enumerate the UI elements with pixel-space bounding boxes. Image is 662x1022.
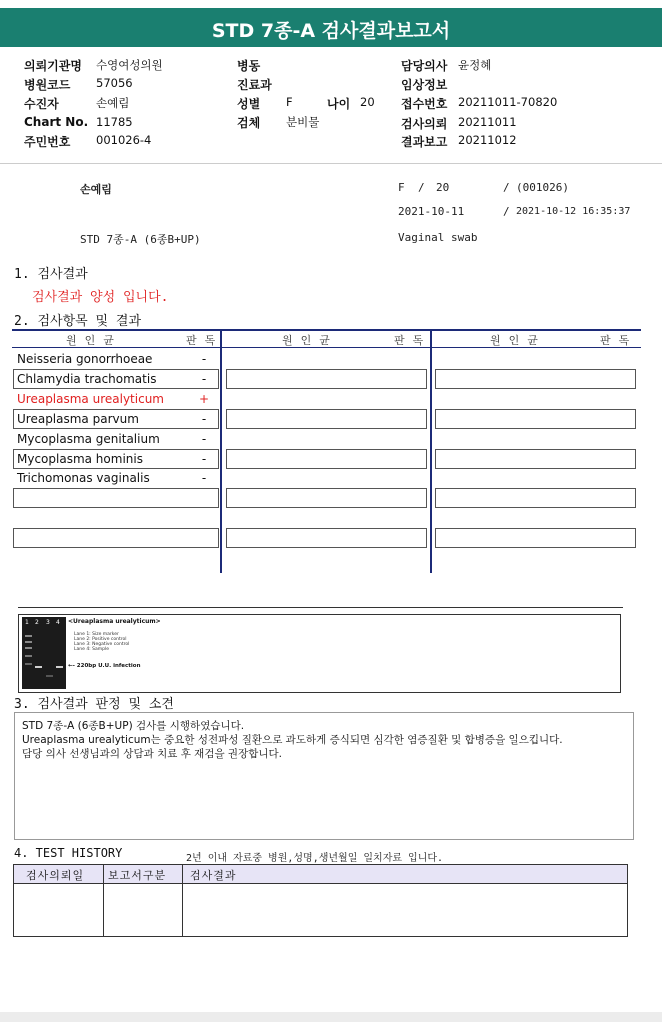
info-label: 검체 — [237, 116, 261, 130]
info-label: 수진자 — [24, 97, 59, 111]
history-header-date: 검사의뢰일 — [26, 869, 85, 882]
result-message: 검사결과 양성 입니다. — [32, 290, 169, 305]
negative-band — [46, 675, 53, 677]
info-label: 진료과 — [237, 78, 272, 92]
patient-sex: F — [398, 181, 405, 194]
section-3-title: 3. 검사결과 판정 및 소견 — [14, 697, 174, 712]
gel-arrow-label: ←- 220bp U.U. infection — [68, 663, 141, 669]
info-value: 손예림 — [96, 96, 130, 110]
separator: / — [503, 205, 510, 218]
info-label: 접수번호 — [401, 97, 448, 111]
info-value: 11785 — [96, 115, 133, 129]
history-col-divider — [103, 864, 104, 937]
gel-image — [22, 617, 66, 689]
marker-band — [25, 647, 32, 649]
marker-band — [25, 635, 32, 637]
info-value: 001026-4 — [96, 133, 152, 147]
patient-name: 손예림 — [80, 183, 112, 196]
patient-id: (001026) — [516, 181, 569, 194]
row-box — [435, 409, 636, 429]
info-label: Chart No. — [24, 115, 89, 129]
gel-image-frame — [18, 614, 621, 693]
row-box — [226, 528, 427, 548]
comment-line: 담당 의사 선생님과의 상담과 치료 후 재검을 권장합니다. — [22, 748, 282, 760]
info-label: 성별 — [237, 97, 261, 111]
organism-name: Neisseria gonorrhoeae — [17, 352, 153, 366]
info-label: 담당의사 — [401, 59, 448, 73]
gel-legend: Lane 1: Size marker — [74, 632, 119, 637]
history-col-divider — [182, 864, 183, 937]
info-label: 검사의뢰 — [401, 117, 448, 131]
separator: / — [503, 181, 510, 194]
row-box — [13, 488, 219, 508]
organism-name: Ureaplasma parvum — [17, 412, 139, 426]
row-box — [435, 369, 636, 389]
organism-result: - — [201, 412, 207, 426]
patient-age: 20 — [436, 181, 450, 194]
gel-legend: Lane 2: Positive control — [74, 637, 127, 642]
column-header-organism: 원인균 — [66, 334, 122, 347]
organism-name: Trichomonas vaginalis — [17, 471, 150, 485]
info-value: 수영여성의원 — [96, 58, 163, 72]
lane-label: 3 — [46, 619, 50, 626]
info-value: 20211011-70820 — [458, 95, 558, 109]
test-name: STD 7종-A (6종B+UP) — [80, 233, 201, 246]
divider — [0, 163, 662, 164]
gel-legend: Lane 3: Negative control — [74, 642, 130, 647]
positive-band — [35, 666, 42, 668]
column-divider — [430, 329, 432, 573]
info-label: 의뢰기관명 — [24, 59, 82, 73]
history-note: 2년 이내 자료중 병원,성명,생년월일 일치자료 입니다. — [186, 853, 444, 864]
organism-result: - — [201, 352, 207, 366]
marker-band — [25, 655, 32, 657]
organism-result: - — [201, 372, 207, 386]
request-date: 2021-10-11 — [398, 205, 465, 218]
organism-result-positive: + — [199, 392, 210, 406]
specimen-type: Vaginal swab — [398, 231, 478, 244]
organism-name: Mycoplasma genitalium — [17, 432, 160, 446]
column-header-judge: 판독 — [600, 334, 638, 347]
organism-result: - — [201, 452, 207, 466]
row-box — [226, 409, 427, 429]
gel-top-line — [18, 607, 623, 608]
marker-band — [25, 663, 32, 665]
lane-label: 4 — [56, 619, 60, 626]
column-header-organism: 원인균 — [490, 334, 546, 347]
marker-band — [25, 641, 32, 643]
section-2-title: 2. 검사항목 및 결과 — [14, 314, 142, 329]
organism-name: Chlamydia trachomatis — [17, 372, 157, 386]
lane-label: 1 — [25, 619, 29, 626]
column-header-judge: 판독 — [394, 334, 432, 347]
row-box — [435, 528, 636, 548]
info-label: 병원코드 — [24, 78, 71, 92]
report-title: STD 7종-A 검사결과보고서 — [211, 20, 451, 42]
info-label: 나이 — [327, 97, 351, 111]
comment-line: Ureaplasma urealyticum는 중요한 성전파성 질환으로 과도하게 증식되면 심각한 염증질환 및 합병증을 일으킵니다. — [22, 734, 563, 746]
row-box — [435, 449, 636, 469]
column-header-organism: 원인균 — [282, 334, 338, 347]
info-label: 주민번호 — [24, 135, 71, 149]
info-value: F — [286, 95, 293, 109]
history-header-type: 보고서구분 — [108, 869, 167, 882]
row-box — [435, 488, 636, 508]
section-4-title: 4. TEST HISTORY — [14, 846, 123, 860]
report-header — [0, 8, 662, 47]
organism-name: Mycoplasma hominis — [17, 452, 143, 466]
info-value: 20211011 — [458, 115, 517, 129]
organism-result: - — [201, 432, 207, 446]
info-value: 20 — [360, 95, 375, 109]
row-box — [226, 449, 427, 469]
info-value: 57056 — [96, 76, 133, 90]
gel-legend: Lane 4: Sample — [74, 647, 109, 652]
bottom-bar — [0, 1012, 662, 1022]
info-value: 윤정혜 — [458, 58, 492, 72]
organism-result: - — [201, 471, 207, 485]
table-top-line — [12, 329, 641, 331]
row-box — [226, 488, 427, 508]
comment-box — [14, 712, 634, 840]
row-box — [226, 369, 427, 389]
history-table-frame — [13, 864, 628, 937]
gel-title: <Ureaplasma urealyticum> — [68, 618, 161, 625]
row-box — [13, 528, 219, 548]
info-label: 병동 — [237, 59, 261, 73]
report-datetime: 2021-10-12 16:35:37 — [516, 206, 631, 217]
column-divider — [220, 329, 222, 573]
separator: / — [418, 181, 425, 194]
comment-line: STD 7종-A (6종B+UP) 검사를 시행하였습니다. — [22, 720, 245, 732]
info-value: 분비물 — [286, 115, 320, 129]
section-1-title: 1. 검사결과 — [14, 267, 88, 282]
organism-name-positive: Ureaplasma urealyticum — [17, 392, 164, 406]
info-value: 20211012 — [458, 133, 517, 147]
info-label: 임상정보 — [401, 78, 448, 92]
info-label: 결과보고 — [401, 135, 448, 149]
sample-band — [56, 666, 63, 668]
history-header-result: 검사결과 — [190, 869, 237, 882]
lane-label: 2 — [35, 619, 39, 626]
column-header-judge: 판독 — [186, 334, 224, 347]
